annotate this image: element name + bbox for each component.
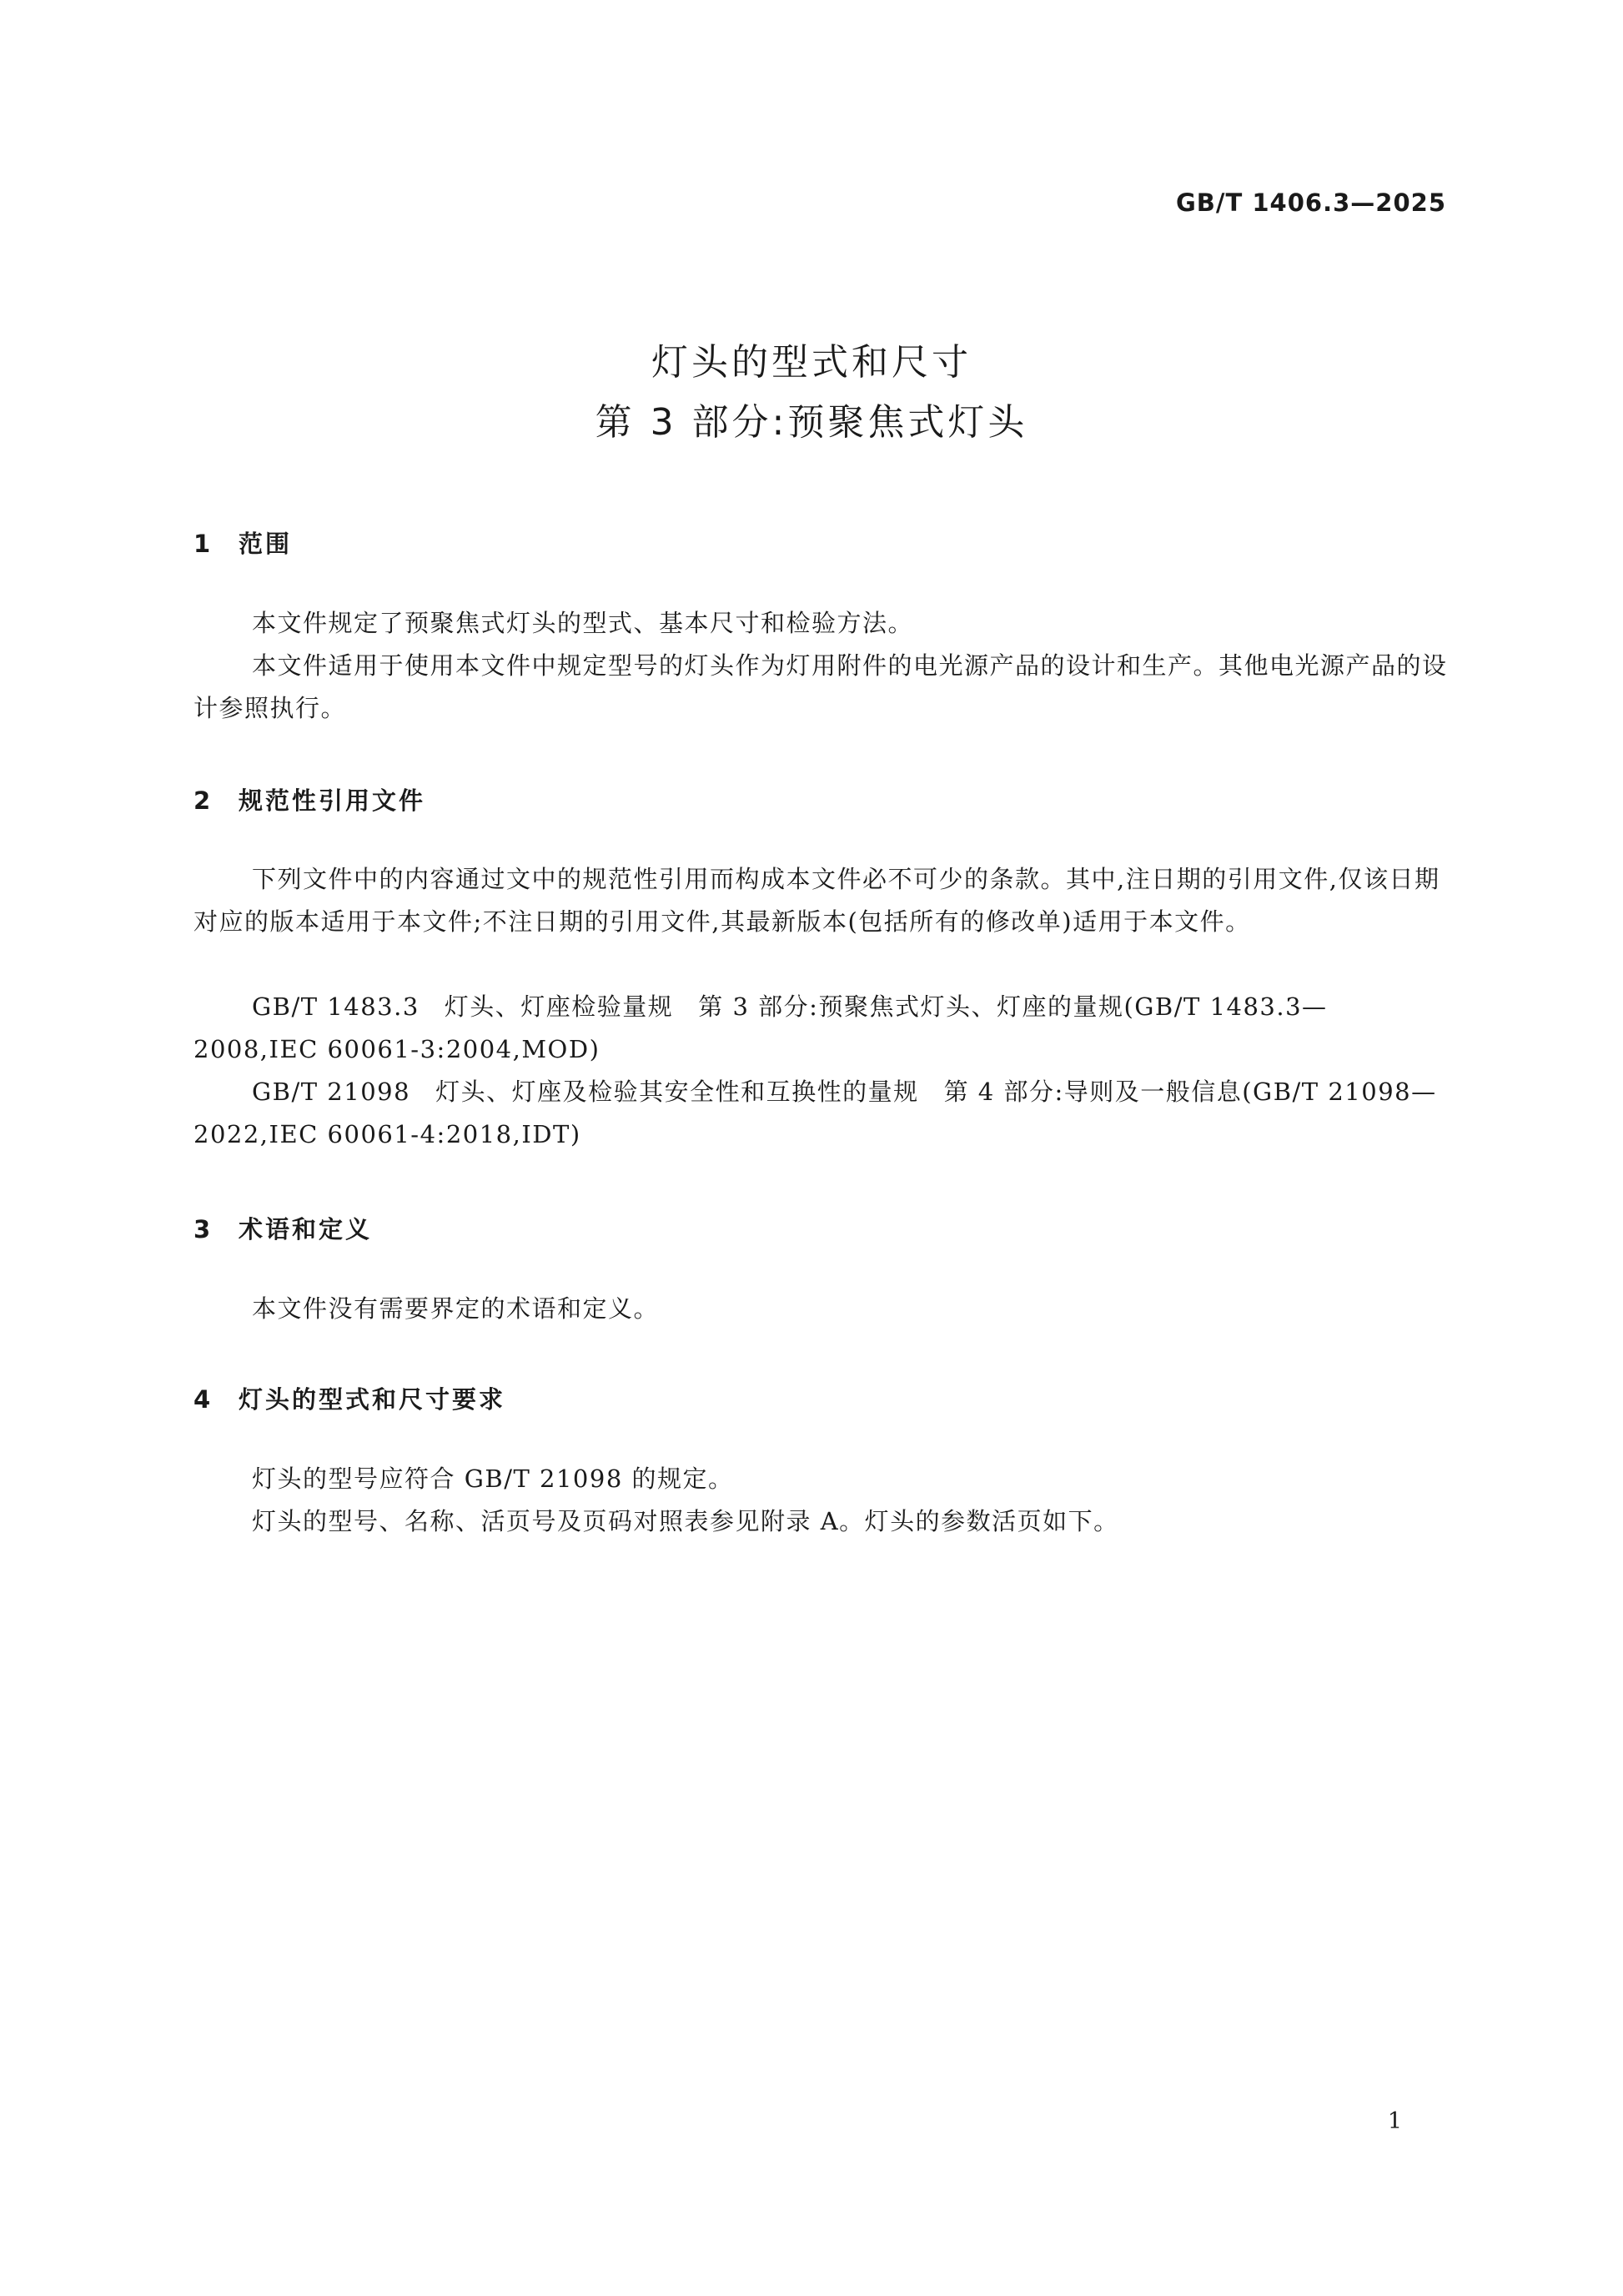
reference-title: 灯头、灯座检验量规 <box>444 992 674 1021</box>
reference-entry <box>193 1071 1451 1156</box>
document-code: GB/T 1406.3—2025 <box>1176 188 1446 217</box>
section-title: 术语和定义 <box>239 1215 373 1243</box>
section-number: 2 <box>193 786 214 815</box>
section-heading-scope <box>193 525 292 560</box>
reference-part: 第 4 部分:导则及一般信息(GB/T 21098—2022,IEC 60061-4:2018,IDT) <box>193 1078 1437 1148</box>
section-title: 范围 <box>239 530 293 558</box>
paragraph: 灯头的型号应符合 GB/T 21098 的规定。 <box>252 1465 734 1493</box>
section-title: 规范性引用文件 <box>239 786 426 815</box>
section-title: 灯头的型式和尺寸要求 <box>239 1385 506 1414</box>
paragraph: 下列文件中的内容通过文中的规范性引用而构成本文件必不可少的条款。其中,注日期的引用文件,仅该日期对应的版本适用于本文件;不注日期的引用文件,其最新版本(包括所有的修改单)适用于本文件。 <box>193 865 1440 936</box>
reference-code: GB/T 21098 <box>252 1078 411 1106</box>
section-heading-terms <box>193 1211 372 1245</box>
reference-part: 第 3 部分:预聚焦式灯头、灯座的量规(GB/T 1483.3—2008,IEC 60061-3:2004,MOD) <box>193 992 1328 1063</box>
section-number: 4 <box>193 1385 214 1414</box>
section-heading-normative-references <box>193 782 425 816</box>
page-number: 1 <box>1387 2108 1402 2134</box>
paragraph: 本文件规定了预聚焦式灯头的型式、基本尺寸和检验方法。 <box>252 609 914 637</box>
reference-code: GB/T 1483.3 <box>252 992 420 1021</box>
section-number: 3 <box>193 1215 214 1243</box>
paragraph: 灯头的型号、名称、活页号及页码对照表参见附录 A。灯头的参数活页如下。 <box>252 1507 1119 1535</box>
paragraph: 本文件没有需要界定的术语和定义。 <box>252 1294 660 1323</box>
document-title: 灯头的型式和尺寸 <box>651 341 972 384</box>
section-heading-requirements <box>193 1381 505 1415</box>
reference-entry <box>193 986 1451 1071</box>
paragraph: 本文件适用于使用本文件中规定型号的灯头作为灯用附件的电光源产品的设计和生产。其他电光源产品的设计参照执行。 <box>193 651 1448 722</box>
reference-title: 灯头、灯座及检验其安全性和互换性的量规 <box>435 1078 919 1106</box>
section-number: 1 <box>193 530 214 558</box>
document-subtitle: 第 3 部分:预聚焦式灯头 <box>595 401 1028 444</box>
